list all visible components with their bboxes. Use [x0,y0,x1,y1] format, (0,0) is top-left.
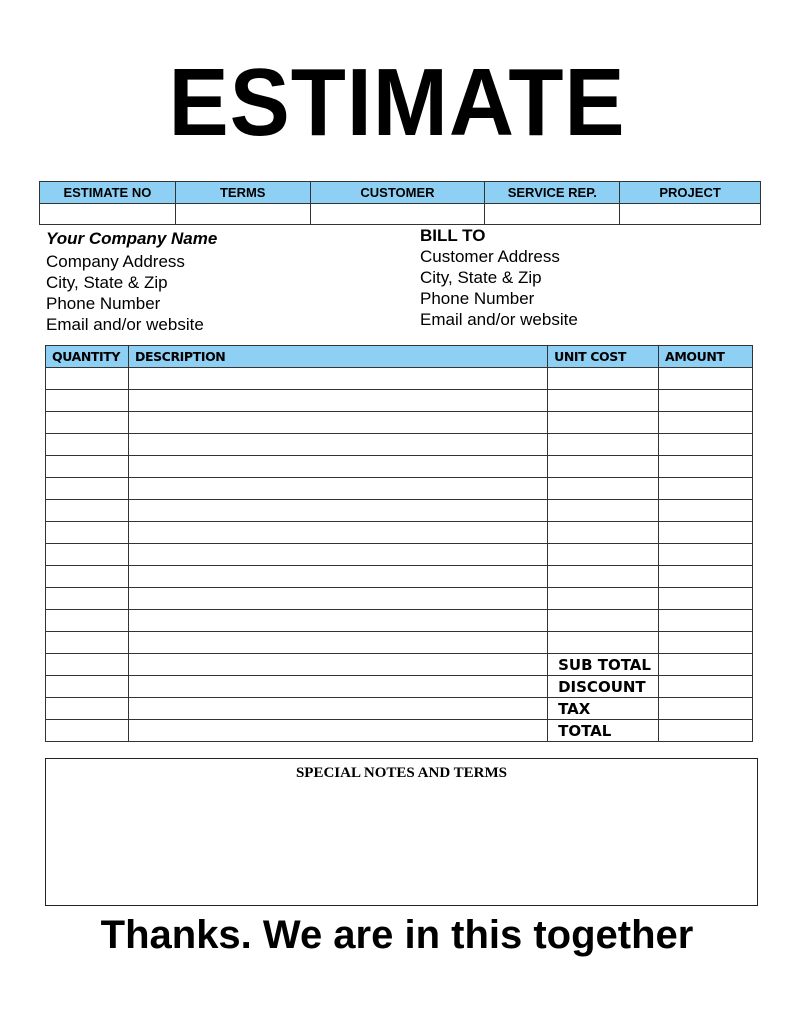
unit-cost-cell[interactable] [548,522,659,544]
unit-cost-cell[interactable] [548,588,659,610]
terms-field[interactable] [175,204,310,225]
footer-message: Thanks. We are in this together [100,913,694,957]
description-cell[interactable] [128,610,547,632]
item-row [46,522,753,544]
description-cell[interactable] [128,632,547,654]
column-header-customer: CUSTOMER [310,182,485,204]
description-cell[interactable] [128,522,547,544]
quantity-cell[interactable] [46,610,129,632]
customer-phone: Phone Number [420,289,535,308]
column-header-unit-cost: UNIT COST [548,346,659,368]
quantity-cell[interactable] [46,632,129,654]
quantity-cell[interactable] [46,566,129,588]
description-cell[interactable] [128,566,547,588]
description-cell[interactable] [128,456,547,478]
header-table-value-row [40,204,761,225]
quantity-cell[interactable] [46,698,129,720]
description-cell[interactable] [128,654,547,676]
summary-amount-cell[interactable] [659,698,753,720]
column-header-terms: TERMS [175,182,310,204]
description-cell[interactable] [128,588,547,610]
unit-cost-cell[interactable] [548,368,659,390]
item-row [46,566,753,588]
summary-amount-cell[interactable] [659,654,753,676]
item-row [46,632,753,654]
page-title: ESTIMATE [168,49,626,156]
column-header-estimate-no: ESTIMATE NO [40,182,176,204]
summary-row [46,698,753,720]
special-notes-box[interactable] [45,758,758,906]
description-cell[interactable] [128,412,547,434]
summary-row [46,720,753,742]
unit-cost-cell[interactable] [548,390,659,412]
item-row [46,610,753,632]
service-rep-field[interactable] [485,204,620,225]
amount-cell[interactable] [659,434,753,456]
item-row [46,412,753,434]
quantity-cell[interactable] [46,654,129,676]
company-address: Company Address [46,252,185,271]
estimate-header-table [39,181,761,225]
amount-cell[interactable] [659,368,753,390]
description-cell[interactable] [128,500,547,522]
unit-cost-cell[interactable] [548,478,659,500]
line-items-table [45,345,753,742]
company-city: City, State & Zip [46,273,168,292]
quantity-cell[interactable] [46,390,129,412]
quantity-cell[interactable] [46,478,129,500]
customer-field[interactable] [310,204,485,225]
quantity-cell[interactable] [46,368,129,390]
summary-row [46,676,753,698]
description-cell[interactable] [128,390,547,412]
item-row [46,434,753,456]
customer-address: Customer Address [420,247,560,266]
company-name: Your Company Name [46,229,218,248]
summary-amount-cell[interactable] [659,676,753,698]
header-table-head-row [40,182,761,204]
column-header-service-rep: SERVICE REP. [485,182,620,204]
amount-cell[interactable] [659,522,753,544]
quantity-cell[interactable] [46,522,129,544]
estimate-no-field[interactable] [40,204,176,225]
summary-label: DISCOUNT [548,676,659,698]
amount-cell[interactable] [659,500,753,522]
item-row [46,368,753,390]
special-notes-heading: SPECIAL NOTES AND TERMS [295,765,508,781]
unit-cost-cell[interactable] [548,500,659,522]
column-header-quantity: QUANTITY [46,346,129,368]
description-cell[interactable] [128,368,547,390]
amount-cell[interactable] [659,632,753,654]
item-row [46,478,753,500]
column-header-project: PROJECT [620,182,761,204]
description-cell[interactable] [128,434,547,456]
items-table-body [46,368,753,742]
description-cell[interactable] [128,544,547,566]
amount-cell[interactable] [659,478,753,500]
summary-amount-cell[interactable] [659,720,753,742]
column-header-description: DESCRIPTION [128,346,547,368]
description-cell[interactable] [128,478,547,500]
amount-cell[interactable] [659,566,753,588]
summary-label: TAX [548,698,659,720]
description-cell[interactable] [128,698,547,720]
quantity-cell[interactable] [46,676,129,698]
item-row [46,390,753,412]
amount-cell[interactable] [659,456,753,478]
company-email: Email and/or website [46,315,204,334]
unit-cost-cell[interactable] [548,412,659,434]
company-block [46,229,217,335]
item-row [46,500,753,522]
quantity-cell[interactable] [46,434,129,456]
item-row [46,588,753,610]
quantity-cell[interactable] [46,544,129,566]
bill-to-label: BILL TO [420,226,486,245]
item-row [46,456,753,478]
unit-cost-cell[interactable] [548,456,659,478]
unit-cost-cell[interactable] [548,610,659,632]
amount-cell[interactable] [659,544,753,566]
items-table-head-row [46,346,753,368]
description-cell[interactable] [128,676,547,698]
summary-label: SUB TOTAL [548,654,659,676]
amount-cell[interactable] [659,412,753,434]
quantity-cell[interactable] [46,500,129,522]
item-row [46,544,753,566]
customer-city: City, State & Zip [420,268,542,287]
summary-label: TOTAL [548,720,659,742]
quantity-cell[interactable] [46,412,129,434]
unit-cost-cell[interactable] [548,544,659,566]
column-header-amount: AMOUNT [659,346,753,368]
amount-cell[interactable] [659,610,753,632]
project-field[interactable] [620,204,761,225]
quantity-cell[interactable] [46,456,129,478]
unit-cost-cell[interactable] [548,434,659,456]
unit-cost-cell[interactable] [548,566,659,588]
unit-cost-cell[interactable] [548,632,659,654]
company-phone: Phone Number [46,294,161,313]
amount-cell[interactable] [659,390,753,412]
description-cell[interactable] [128,720,547,742]
quantity-cell[interactable] [46,720,129,742]
summary-row [46,654,753,676]
amount-cell[interactable] [659,588,753,610]
bill-to-block [420,226,578,330]
customer-email: Email and/or website [420,310,578,329]
quantity-cell[interactable] [46,588,129,610]
